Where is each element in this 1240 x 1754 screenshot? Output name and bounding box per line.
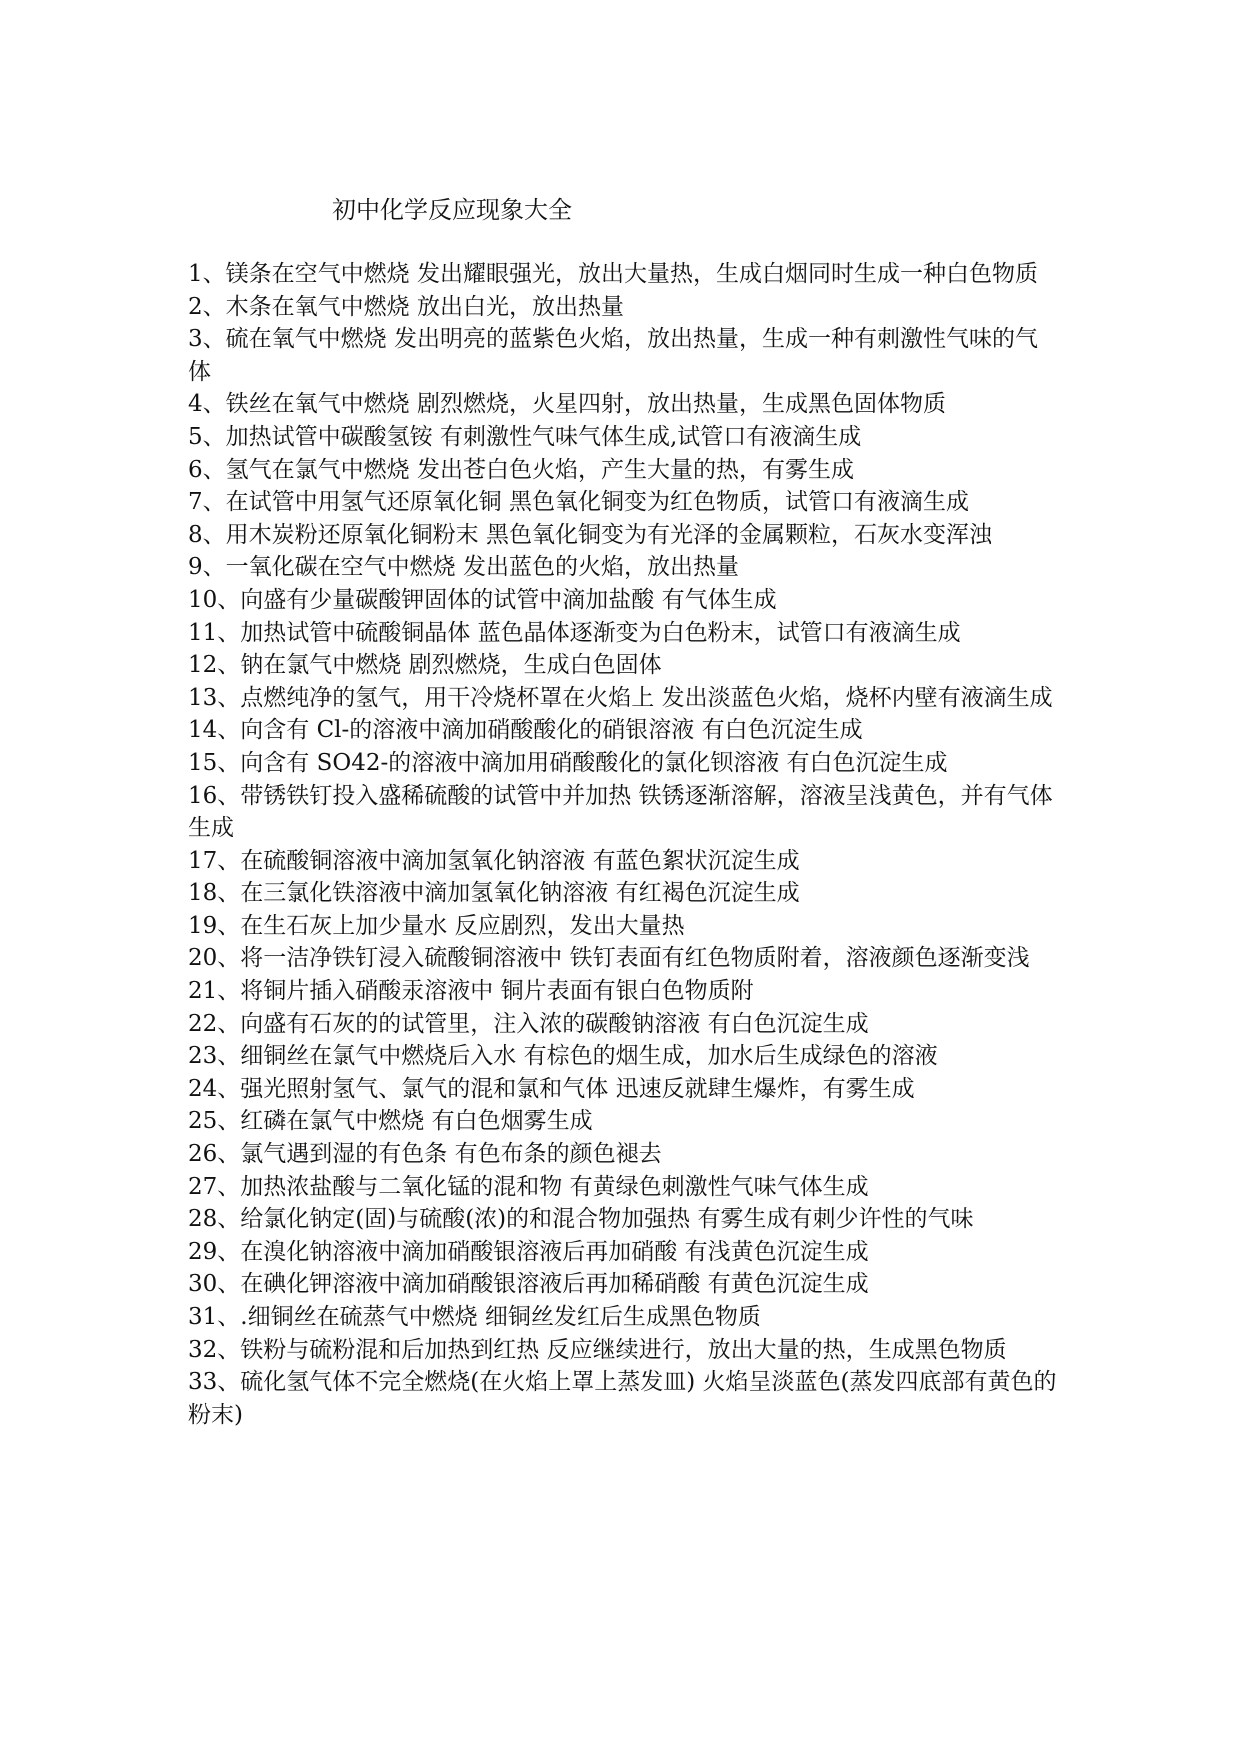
list-item: 33、硫化氢气体不完全燃烧(在火焰上罩上蒸发皿) 火焰呈淡蓝色(蒸发四底部有黄色的粉末) (188, 1369, 1057, 1428)
list-item: 30、在碘化钾溶液中滴加硝酸银溶液后再加稀硝酸 有黄色沉淀生成 (188, 1271, 869, 1298)
list-item: 20、将一洁净铁钉浸入硫酸铜溶液中 铁钉表面有红色物质附着，溶液颜色逐渐变浅 (188, 945, 1030, 972)
page-title: 初中化学反应现象大全 (332, 196, 572, 224)
list-item: 28、给氯化钠定(固)与硫酸(浓)的和混合物加强热 有雾生成有刺少许性的气味 (188, 1206, 974, 1233)
list-item: 31、.细铜丝在硫蒸气中燃烧 细铜丝发红后生成黑色物质 (188, 1304, 761, 1330)
list-item: 8、用木炭粉还原氧化铜粉末 黑色氧化铜变为有光泽的金属颗粒，石灰水变浑浊 (188, 521, 992, 548)
list-item: 6、氢气在氯气中燃烧 发出苍白色火焰，产生大量的热，有雾生成 (188, 456, 854, 483)
list-item: 9、一氧化碳在空气中燃烧 发出蓝色的火焰，放出热量 (188, 554, 739, 581)
list-item: 21、将铜片插入硝酸汞溶液中 铜片表面有银白色物质附 (188, 978, 754, 1005)
list-item: 24、强光照射氢气、氯气的混和氯和气体 迅速反就肆生爆炸，有雾生成 (188, 1075, 915, 1102)
list-item: 29、在溴化钠溶液中滴加硝酸银溶液后再加硝酸 有浅黄色沉淀生成 (188, 1238, 869, 1265)
list-item: 15、向含有 SO42-的溶液中滴加用硝酸酸化的氯化钡溶液 有白色沉淀生成 (188, 749, 948, 776)
list-item: 22、向盛有石灰的的试管里，注入浓的碳酸钠溶液 有白色沉淀生成 (188, 1010, 869, 1037)
list-item: 32、铁粉与硫粉混和后加热到红热 反应继续进行，放出大量的热，生成黑色物质 (188, 1336, 1007, 1363)
list-item: 17、在硫酸铜溶液中滴加氢氧化钠溶液 有蓝色絮状沉淀生成 (188, 847, 800, 874)
list-item: 25、红磷在氯气中燃烧 有白色烟雾生成 (188, 1108, 593, 1135)
list-item: 16、带锈铁钉投入盛稀硫酸的试管中并加热 铁锈逐渐溶解，溶液呈浅黄色，并有气体生成 (188, 782, 1053, 842)
list-item: 13、点燃纯净的氢气，用干冷烧杯罩在火焰上 发出淡蓝色火焰，烧杯内壁有液滴生成 (188, 684, 1053, 711)
list-item: 27、加热浓盐酸与二氧化锰的混和物 有黄绿色刺激性气味气体生成 (188, 1173, 869, 1200)
list-item: 1、镁条在空气中燃烧 发出耀眼强光，放出大量热，生成白烟同时生成一种白色物质 (188, 261, 1038, 287)
list-item: 11、加热试管中硫酸铜晶体 蓝色晶体逐渐变为白色粉末，试管口有液滴生成 (188, 619, 961, 646)
reaction-list (188, 258, 1058, 1431)
list-item: 12、钠在氯气中燃烧 剧烈燃烧，生成白色固体 (188, 652, 662, 679)
list-item: 7、在试管中用氢气还原氧化铜 黑色氧化铜变为红色物质，试管口有液滴生成 (188, 489, 969, 516)
list-item: 3、硫在氧气中燃烧 发出明亮的蓝紫色火焰，放出热量，生成一种有刺激性气味的气体 (188, 326, 1038, 385)
list-item: 18、在三氯化铁溶液中滴加氢氧化钠溶液 有红褐色沉淀生成 (188, 880, 800, 907)
list-item: 14、向含有 Cl-的溶液中滴加硝酸酸化的硝银溶液 有白色沉淀生成 (188, 717, 863, 744)
list-item: 10、向盛有少量碳酸钾固体的试管中滴加盐酸 有气体生成 (188, 586, 777, 613)
list-item: 5、加热试管中碳酸氢铵 有刺激性气味气体生成,试管口有液滴生成 (188, 423, 862, 450)
list-item: 23、细铜丝在氯气中燃烧后入水 有棕色的烟生成，加水后生成绿色的溶液 (188, 1043, 938, 1070)
list-item: 26、氯气遇到湿的有色条 有色布条的颜色褪去 (188, 1141, 662, 1168)
list-item: 2、木条在氧气中燃烧 放出白光，放出热量 (188, 293, 624, 320)
list-item: 4、铁丝在氧气中燃烧 剧烈燃烧，火星四射，放出热量，生成黑色固体物质 (188, 391, 946, 418)
list-item: 19、在生石灰上加少量水 反应剧烈，发出大量热 (188, 912, 685, 939)
